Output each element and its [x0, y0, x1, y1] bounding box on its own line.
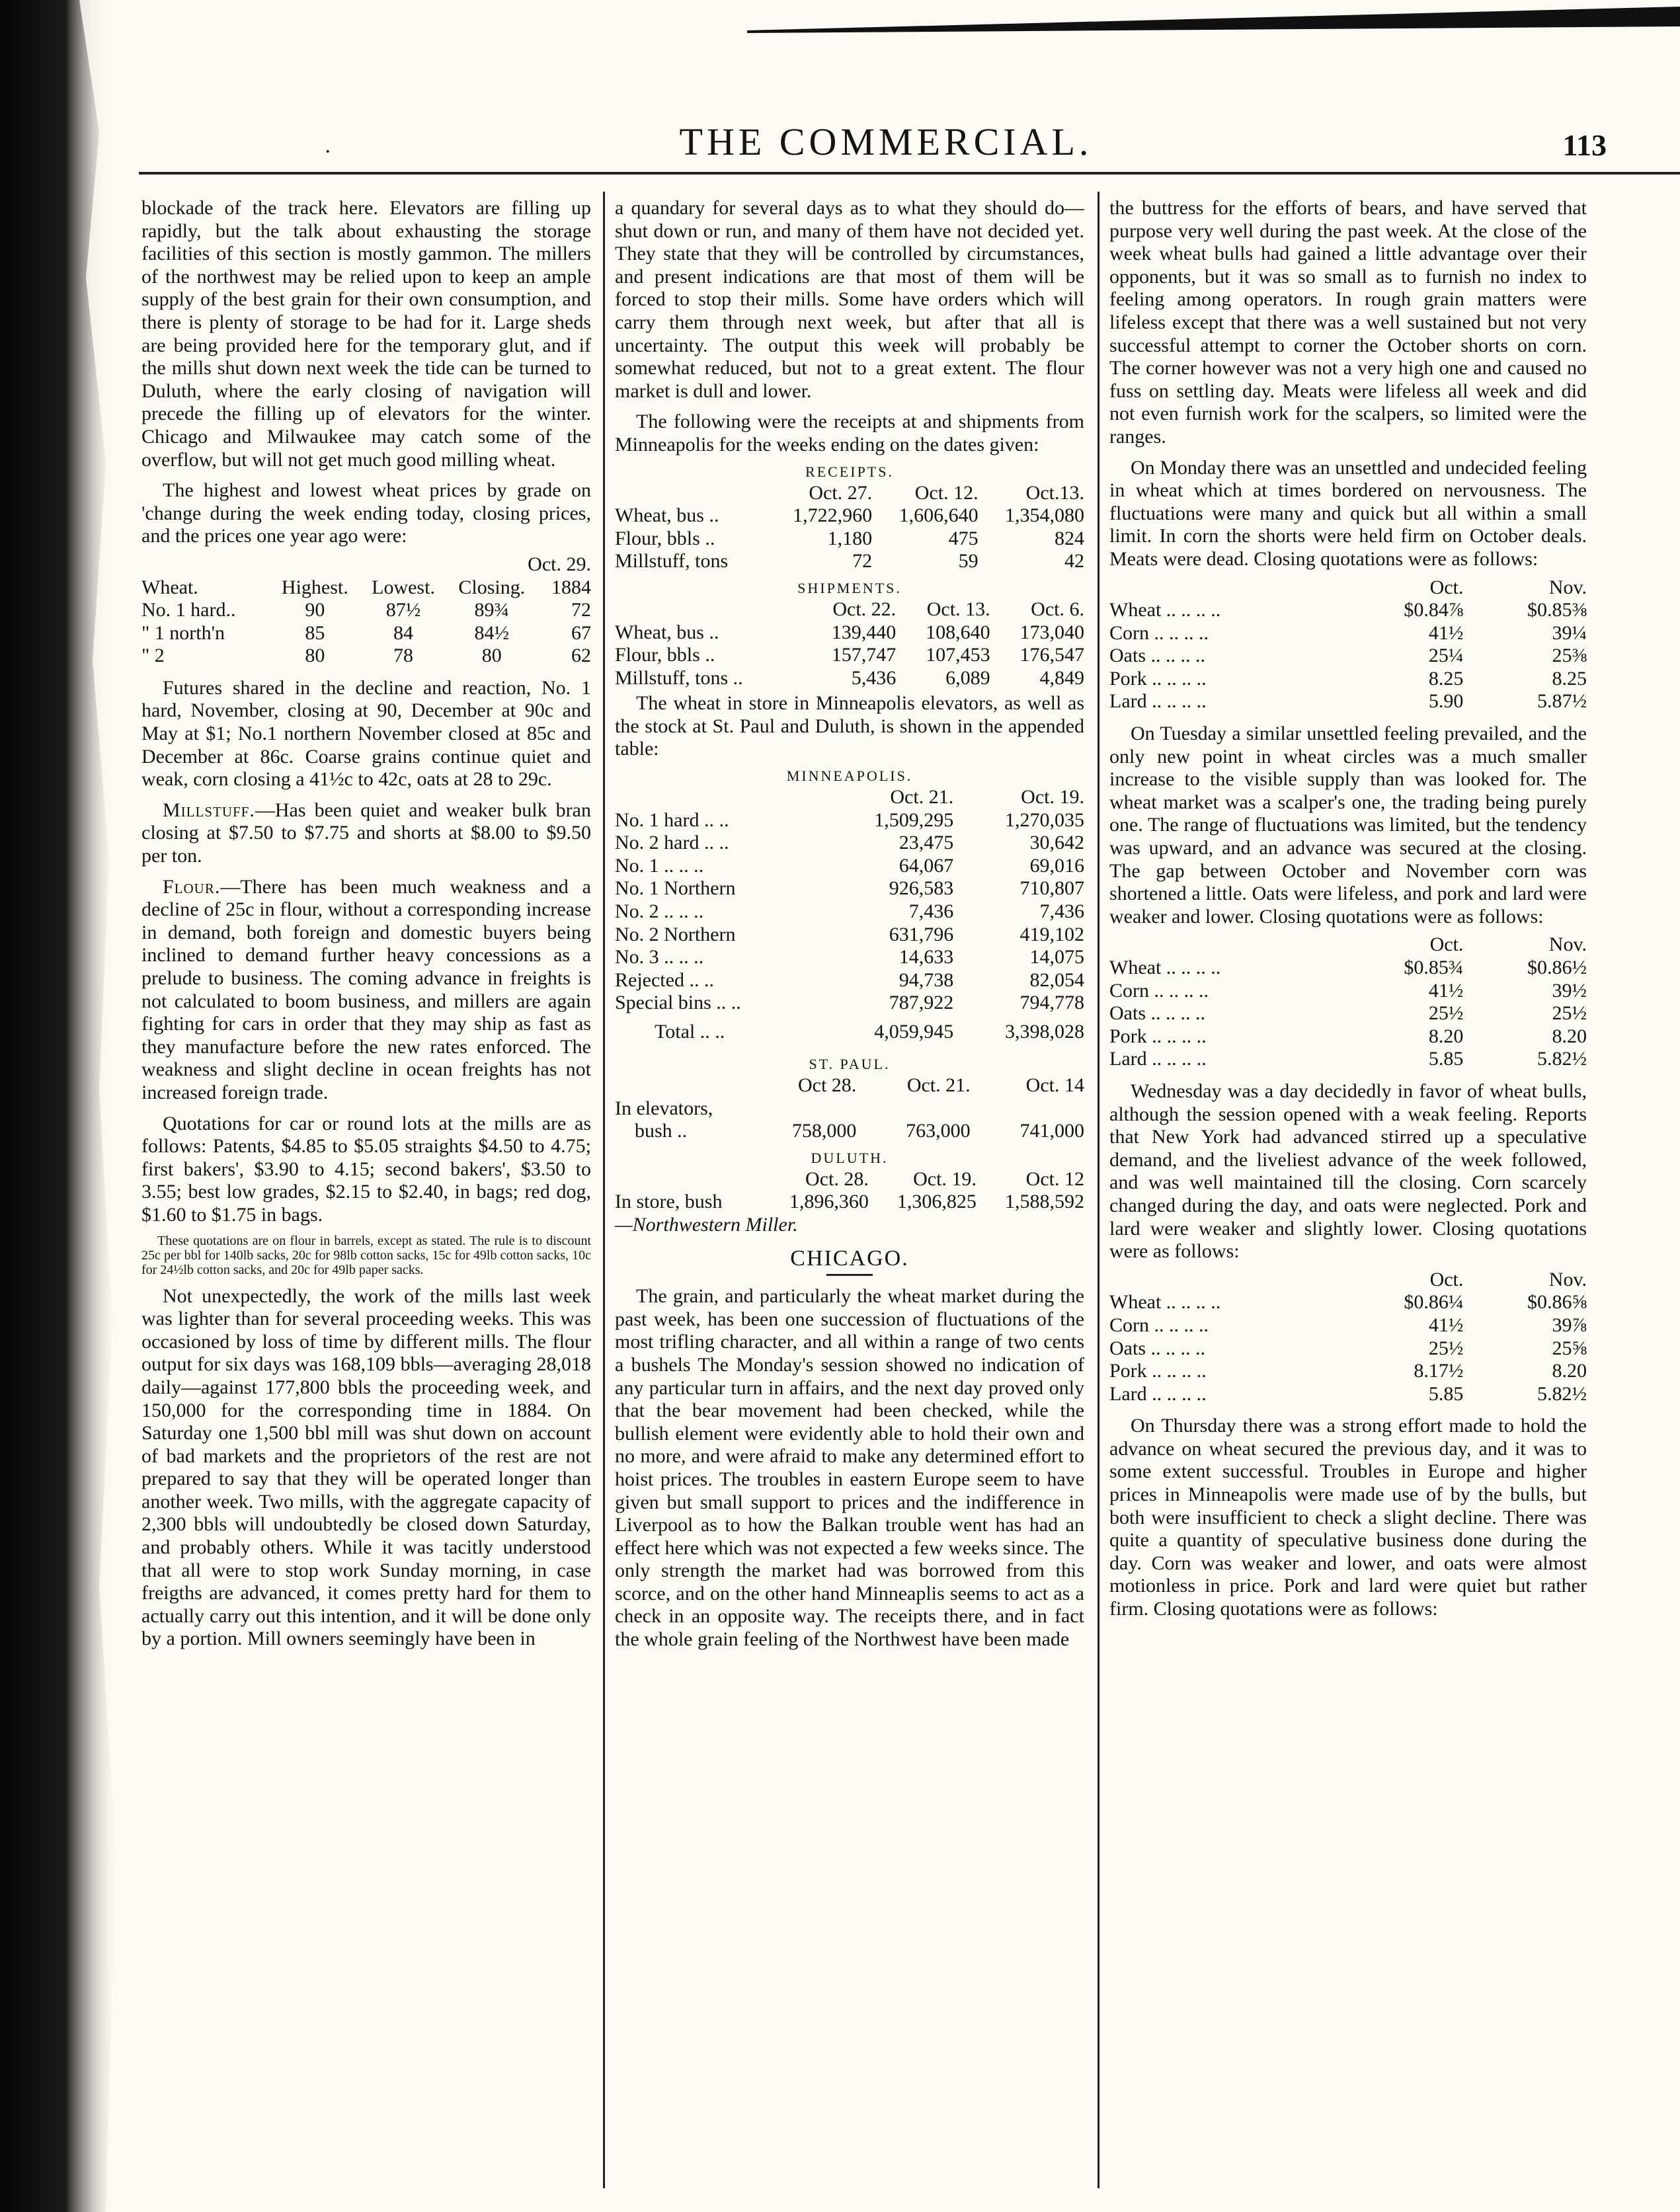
table-cell: 25⅜ [1552, 645, 1587, 667]
stpaul-table [615, 1074, 1084, 1143]
table-cell: No. 1 hard .. .. [615, 809, 729, 831]
table-cell: 8.25 [1552, 667, 1587, 690]
table-cell: 41½ [1428, 621, 1464, 644]
table-cell: 80 [305, 645, 325, 667]
table-cell: $0.86¼ [1404, 1291, 1464, 1314]
table-header: Oct. 27. [809, 481, 873, 504]
heading-rule [826, 1274, 873, 1276]
table-cell: 8.25 [1428, 667, 1464, 690]
duluth-table [615, 1168, 1084, 1214]
mills-output-paragraph: Not unexpectedly, the work of the mills last week was lighter than for several proceeding weeks. This was occasioned by loss of time by different mills. The flour output for six days was 168,109 bbls—averaging 28,018 daily—against 177,800 bbls the proceeding week, and 150,000 for the corresponding time in 1884. On Saturday one 1,500 bbl mill was shut down on account of bad markets and the proprietors of the rest are not prepared to say that they will be operated longer than another week. Two mills, with the aggregate capacity of 2,300 bbls will undoubtedly be closed down Saturday, and probably others. While it was tacitly understood that all were to stop work Sunday morning, in case freigths are advanced, it comes pretty hard for them to actually carry out this intention, and it will be done only by a portion. Mill owners seemingly have been in [141, 1284, 591, 1650]
millstuff-text: —Has been quiet and weaker bulk bran closing at $7.50 to $7.75 and shorts at $8.00 to $9.50 per ton. [141, 799, 591, 867]
shipments-caption: SHIPMENTS. [797, 579, 902, 596]
minneapolis-caption: MINNEAPOLIS. [786, 768, 913, 785]
table-cell: Millstuff, tons .. [615, 666, 743, 689]
table-cell: 8.20 [1552, 1025, 1587, 1047]
wheat-prices-date: Oct. 29. [528, 553, 591, 575]
table-row [615, 969, 1084, 992]
table-cell: In elevators, [615, 1097, 713, 1119]
table-row [615, 621, 1084, 645]
table-header-row [141, 576, 591, 600]
table-row [615, 550, 1084, 573]
table-header: Oct. 28. [805, 1167, 869, 1190]
table-cell: 67 [571, 621, 591, 644]
table-cell: 176,547 [1020, 644, 1084, 666]
table-cell: No. 1 .. .. .. [615, 854, 704, 877]
scan-edge-shadow [0, 0, 119, 2212]
table-row [1109, 1337, 1587, 1361]
table-cell: Rejected .. .. [615, 968, 714, 991]
table-cell: Oats .. .. .. .. [1109, 645, 1205, 667]
thursday-paragraph: On Thursday there was a strong effort made to hold the advance on wheat secured the previous day, and it was to some extent successful. Troubles in Europe and higher prices in Minneapolis were made use of by the bulls, but both were insufficient to check a slight decline. There was quite a quantity of speculative business done during the day. Corn was weaker and lower, and oats were almost motionless in price. Pork and lard were quiet but rather firm. Closing quotations were as follows: [1109, 1415, 1587, 1620]
table-cell: Wheat .. .. .. .. [1109, 1291, 1221, 1314]
table-row [615, 832, 1084, 855]
table-cell: 108,640 [926, 621, 990, 643]
table-row [615, 528, 1084, 551]
receipts-table [615, 482, 1084, 573]
table-cell: 1,606,640 [899, 504, 979, 527]
table-cell: Lard .. .. .. .. [1109, 1382, 1207, 1405]
table-cell: 90 [305, 599, 325, 621]
table-header: Highest. [281, 576, 348, 598]
wednesday-paragraph: Wednesday was a day decidedly in favor of wheat bulls, although the session opened with a weak feeling. Reports that New York had advanced stirred up a speculative demand, and the liveliest advance of the week followed, and was well maintained till the closing. Corn scarcely changed during the day, and oats were neglected. Pork and lard were weaker and slightly lower. Closing quotations were as follows: [1109, 1080, 1587, 1263]
table-header: Oct. 19. [913, 1167, 977, 1190]
table-cell: " 2 [141, 645, 165, 667]
table-row [1109, 1002, 1587, 1025]
table-cell: 89¾ [474, 599, 510, 621]
tuesday-paragraph: On Tuesday a similar unsettled feeling prevailed, and the only new point in wheat circles was a much smaller increase to the visible supply than was looked for. The wheat market was a scalper's one, the trading being purely one. The range of fluctuations was limited, but the tendency was upward, and an advance was secured at the closing. The gap between October and November corn was shortened a little. Oats were lifeless, and pork and lard were weaker and lower. Closing quotations were as follows: [1109, 723, 1587, 928]
page-number: 113 [1562, 128, 1607, 162]
page-title: THE COMMERCIAL. [679, 120, 1093, 163]
table-header: Nov. [1548, 576, 1587, 598]
table-cell: 1,588,592 [1005, 1191, 1084, 1213]
table-header: Oct.13. [1025, 481, 1084, 504]
table-cell: In store, bush [615, 1191, 723, 1213]
duluth-caption: DULUTH. [811, 1149, 889, 1166]
col2-paragraph-3: The wheat in store in Minneapolis elevators, as well as the stock at St. Paul and Duluth, is shown in the appended table: [615, 692, 1084, 760]
table-cell: $0.86½ [1527, 957, 1587, 978]
table-header: Nov. [1548, 1268, 1587, 1290]
table-cell: 7,436 [908, 900, 954, 923]
table-cell: 78 [393, 645, 414, 667]
col2-paragraph-2: The following were the receipts at and shipments from Minneapolis for the weeks ending on the dates given: [615, 411, 1084, 455]
table-cell: 5.85 [1428, 1382, 1464, 1405]
table-header: Oct. 6. [1031, 598, 1084, 620]
table-cell: 139,440 [831, 621, 897, 643]
table-row [1109, 1025, 1587, 1048]
table-header: Oct 28. [797, 1074, 857, 1096]
table-header: Lowest. [372, 576, 435, 598]
table-row [141, 622, 591, 645]
table-cell: 763,000 [906, 1120, 971, 1142]
table-cell: 85 [305, 621, 325, 644]
table-cell: 25½ [1428, 1002, 1464, 1025]
table-cell: 1,509,295 [874, 809, 954, 831]
table-header-row [615, 786, 1084, 809]
table-cell: 107,453 [926, 644, 990, 666]
table-header: 1884 [551, 576, 591, 598]
table-cell: 824 [1055, 527, 1084, 549]
table-row [1109, 1048, 1587, 1071]
table-cell: Pork .. .. .. .. [1109, 1025, 1207, 1047]
table-header-row [1109, 576, 1587, 600]
col1-paragraph-1: blockade of the track here. Elevators are filling up rapidly, but the talk about exhausting the storage facilities of this section is mostly gammon. The millers of the northwest may be relied upon to keep an ample supply of the best grain for their own consumption, and there is plenty of storage to be had for it. Large sheds are being provided here for the temporary glut, and if the mills shut down next week the tide can be turned to Duluth, where the early closing of navigation will precede the filling up of elevators for the winter. Chicago and Milwaukee may catch some of the overflow, but will not get much good milling wheat. [141, 197, 591, 471]
col2-paragraph-1: a quandary for several days as to what they should do—shut down or run, and many of them have not decided yet. They state that they will be controlled by circumstances, and present indications are that most of them will be forced to stop their mills. Some have orders which will carry them through next week, but after that all is uncertainty. The output this week will probably be somewhat reduced, but not to a great extent. The flour market is dull and lower. [615, 197, 1084, 402]
table-row [1109, 690, 1587, 713]
table-cell: 8.20 [1552, 1360, 1587, 1382]
table-cell: 6,089 [945, 666, 990, 689]
table-row [1109, 668, 1587, 691]
table-cell: 59 [958, 550, 979, 573]
table-header: Oct. 22. [832, 598, 897, 620]
table-cell: 1,306,825 [897, 1191, 977, 1213]
table-cell: 475 [948, 527, 979, 549]
table-header: Oct. 14 [1025, 1074, 1084, 1096]
table-header: Nov. [1548, 933, 1587, 956]
table-row [1109, 957, 1587, 980]
column-separator-2 [1098, 192, 1100, 2188]
source-credit: —Northwestern Miller. [615, 1213, 798, 1236]
table-cell: No. 3 .. .. .. [615, 946, 704, 968]
table-cell: 1,354,080 [1005, 504, 1084, 527]
table-cell: Lard .. .. .. .. [1109, 1048, 1207, 1070]
table-cell: 4,849 [1039, 666, 1084, 689]
table-cell: 25½ [1428, 1337, 1464, 1359]
table-cell: No. 2 hard .. .. [615, 832, 729, 854]
table-cell: 25⅝ [1552, 1337, 1587, 1359]
table-row [1109, 1383, 1587, 1406]
table-row [615, 1120, 1084, 1143]
table-cell: 25½ [1552, 1002, 1587, 1025]
table-row [1109, 645, 1587, 668]
table-header-row [615, 482, 1084, 505]
column-2 [615, 197, 1084, 1651]
table-cell: Flour, bbls .. [615, 644, 715, 666]
table-cell: Oats .. .. .. .. [1109, 1337, 1205, 1359]
receipts-caption: RECEIPTS. [805, 463, 894, 480]
table-cell: No. 2 .. .. .. [615, 900, 704, 923]
table-cell: 8.20 [1428, 1025, 1464, 1047]
table-cell: 42 [1064, 550, 1084, 573]
table-row [615, 809, 1084, 832]
table-cell: bush .. [635, 1120, 688, 1142]
table-cell: 1,270,035 [1005, 809, 1084, 831]
col3-paragraph-1: the buttress for the efforts of bears, and have served that purpose very well during the past week. At the close of the week wheat bulls had gained a little advantage over their opponents, but it was so small as to furnish no index to feeling among operators. In rough grain matters were lifeless except that there was a well sustained but not very successful attempt to corner the October shorts on corn. The corner however was not a very high one and caused no fuss on settling day. Meats were lifeless all week and did not even furnish work for the scalpers, so limited were the ranges. [1109, 197, 1587, 448]
table-cell: 41½ [1428, 979, 1464, 1002]
table-cell: Flour, bbls .. [615, 527, 715, 549]
table-cell: 3,398,028 [1005, 1020, 1084, 1043]
table-cell: 80 [481, 645, 502, 667]
col1-paragraph-2: The highest and lowest wheat prices by grade on 'change during the week ending today, closing prices, and the prices one year ago were: [141, 479, 591, 547]
table-cell: No. 1 hard.. [141, 599, 236, 621]
table-header-row [615, 598, 1084, 621]
wednesday-quotations-table [1109, 1269, 1587, 1406]
table-row [141, 599, 591, 622]
column-3 [1109, 197, 1587, 1621]
table-cell: Oats .. .. .. .. [1109, 1002, 1205, 1025]
table-cell: 794,778 [1020, 992, 1084, 1014]
table-cell: 5.82½ [1537, 1382, 1587, 1405]
table-cell: 419,102 [1020, 923, 1084, 945]
wheat-prices-table [141, 553, 591, 668]
table-total-row [615, 1015, 1084, 1049]
table-cell: 82,054 [1029, 968, 1084, 991]
table-header: Oct. [1429, 933, 1464, 956]
table-cell: 39¼ [1552, 621, 1587, 644]
table-header: Oct. 12. [914, 481, 979, 504]
table-row [615, 644, 1084, 667]
table-cell: 84½ [474, 621, 510, 644]
table-header: Oct. 19. [1021, 786, 1084, 809]
table-header: Oct. 13. [926, 598, 990, 620]
column-separator-1 [603, 192, 605, 2188]
table-cell: 5.82½ [1537, 1048, 1587, 1070]
table-cell: 157,747 [831, 644, 897, 666]
table-cell: Pork .. .. .. .. [1109, 667, 1207, 690]
table-row [615, 992, 1084, 1015]
quotations-note: These quotations are on flour in barrels, except as stated. The rule is to discount 25c per bbl for 140lb sacks, 20c for 98lb cotton sacks, 15c for 49lb cotton sacks, 10c for 24½lb cotton sacks, and 20c for 49lb paper sacks. [141, 1233, 591, 1277]
table-cell: 1,180 [827, 527, 873, 549]
table-cell: 94,738 [899, 968, 954, 991]
top-rule-bar [747, 7, 1680, 33]
table-cell: 62 [571, 645, 591, 667]
page-header [132, 116, 1626, 175]
col1-paragraph-3: Futures shared in the decline and reaction, No. 1 hard, November, closing at 90, December at 90c and May at $1; No.1 northern November closed at 85c and December at 86c. Coarse grains continue quiet and weak, corn closing a 41½c to 42c, oats at 28 to 29c. [141, 676, 591, 791]
table-cell: 1,896,360 [789, 1191, 869, 1213]
millstuff-lead: Millstuff. [163, 799, 255, 821]
table-cell: 23,475 [899, 832, 954, 854]
monday-quotations-table [1109, 576, 1587, 714]
table-header: Oct. [1429, 576, 1464, 598]
table-cell: 741,000 [1020, 1120, 1084, 1142]
table-cell: Lard .. .. .. .. [1109, 690, 1207, 713]
table-row [615, 946, 1084, 969]
table-row [615, 877, 1084, 900]
table-cell: $0.84⅞ [1404, 599, 1464, 621]
table-cell: 25¼ [1428, 645, 1464, 667]
table-cell: Wheat, bus .. [615, 504, 719, 527]
table-cell: Pork .. .. .. .. [1109, 1360, 1207, 1382]
table-cell: $0.86⅝ [1527, 1291, 1587, 1314]
table-cell: Corn .. .. .. .. [1109, 1314, 1209, 1336]
flour-lead: Flour. [163, 875, 221, 898]
table-cell: Special bins .. .. [615, 992, 741, 1014]
table-cell: 758,000 [791, 1120, 857, 1142]
table-cell: 631,796 [889, 923, 954, 945]
table-cell: 8.17½ [1414, 1360, 1464, 1382]
table-cell: 41½ [1428, 1314, 1464, 1336]
chicago-heading: CHICAGO. [790, 1245, 909, 1271]
table-cell: No. 2 Northern [615, 923, 736, 945]
table-cell: 5.90 [1428, 690, 1464, 713]
table-row [615, 924, 1084, 947]
table-header: Closing. [458, 576, 526, 598]
table-cell: No. 1 Northern [615, 877, 736, 900]
table-header: Oct. 12 [1025, 1167, 1084, 1190]
quotations-paragraph: Quotations for car or round lots at the mills are as follows: Patents, $4.85 to $5.05 straights $4.50 to 4.75; first bakers', $3.90 to 4.15; second bakers', $3.50 to 3.55; best low grades, $2.15 to $2.40, in bags; red dog, $1.60 to $1.75 in bags. [141, 1112, 591, 1226]
header-rule [139, 172, 1680, 175]
table-cell: Corn .. .. .. .. [1109, 621, 1209, 644]
table-header-row [1109, 933, 1587, 957]
table-row [615, 1191, 1084, 1214]
table-header-row [615, 1074, 1084, 1097]
table-cell: $0.85¾ [1404, 957, 1464, 978]
header-dot: · [324, 139, 332, 164]
stpaul-caption: ST. PAUL. [809, 1056, 891, 1072]
table-header-row [615, 1168, 1084, 1191]
table-row [1109, 1314, 1587, 1337]
table-cell: 64,067 [899, 854, 954, 877]
table-header: Oct. 21. [906, 1074, 971, 1096]
table-cell: Total .. .. [655, 1020, 725, 1043]
table-header: Oct. [1429, 1268, 1464, 1290]
table-cell: 84 [393, 621, 414, 644]
flour-paragraph [141, 876, 591, 1105]
table-cell: 1,722,960 [793, 504, 873, 527]
column-1 [141, 197, 591, 1651]
table-header: Oct. 21. [890, 786, 954, 809]
table-cell: 173,040 [1020, 621, 1084, 643]
table-cell: 4,059,945 [874, 1020, 954, 1043]
table-cell: 39⅞ [1552, 1314, 1587, 1336]
flour-text: —There has been much weakness and a decline of 25c in flour, without a corresponding increase in demand, both foreign and domestic buyers being inclined to demand further heavy concessions as a prelude to business. The coming advance in freights is not calculated to boom business, and millers are again fighting for cars in order that they may ship as fast as they manufacture before the new rates enforced. The weakness and slight decline in ocean freights has not increased foreign trade. [141, 875, 591, 1103]
minneapolis-table [615, 786, 1084, 1049]
table-header: Wheat. [141, 576, 198, 598]
table-cell: 69,016 [1029, 854, 1084, 877]
table-cell: 14,633 [899, 946, 954, 968]
table-row [1109, 980, 1587, 1003]
table-cell: $0.85⅜ [1527, 599, 1587, 621]
table-cell: 30,642 [1029, 832, 1084, 854]
table-cell: 87½ [385, 599, 421, 621]
table-header-row [1109, 1269, 1587, 1292]
table-row [1109, 1291, 1587, 1314]
table-cell: Wheat .. .. .. .. [1109, 957, 1221, 978]
table-cell: 710,807 [1020, 877, 1084, 900]
table-cell: 39½ [1552, 979, 1587, 1002]
table-row [615, 900, 1084, 924]
table-cell: 926,583 [889, 877, 954, 900]
table-cell: 14,075 [1029, 946, 1084, 968]
table-row [1109, 599, 1587, 622]
shipments-table [615, 598, 1084, 690]
chicago-paragraph-1: The grain, and particularly the wheat market during the past week, has been one succession of fluctuations of the most trifling character, and all within a range of two cents a bushels The Monday's session showed no indication of any particular turn in affairs, and the next day proved only that the bear movement had been checked, while the bullish element were evidently able to hold their own and no more, and were afraid to make any determined effort to hoist prices. The troubles in eastern Europe seem to have given but small support to prices and the indifference in Liverpool as to how the Balkan trouble went has had an effect here which was not expected a few weeks since. The only strength the market had was borrowed from this scorce, and on the other hand Minneaplis seems to act as a check in an opposite way. The receipts there, and in fact the whole grain feeling of the Northwest have been made [615, 1285, 1084, 1651]
table-cell: 72 [571, 599, 591, 621]
tuesday-quotations-table [1109, 933, 1587, 1071]
table-cell: Wheat .. .. .. .. [1109, 599, 1221, 621]
monday-paragraph: On Monday there was an unsettled and undecided feeling in wheat which at times bordered on nervousness. The fluctuations were many and quick but all within a small limit. In corn the shorts were held firm on October deals. Meats were dead. Closing quotations were as follows: [1109, 456, 1587, 570]
table-row [615, 1097, 1084, 1121]
table-cell: 72 [852, 550, 873, 573]
table-cell: 7,436 [1039, 900, 1084, 923]
table-cell: " 1 north'n [141, 621, 225, 644]
table-row [1109, 1360, 1587, 1383]
table-cell: Millstuff, tons [615, 550, 729, 573]
table-cell: 5.85 [1428, 1048, 1464, 1070]
table-cell: Corn .. .. .. .. [1109, 979, 1209, 1002]
table-row [141, 645, 591, 668]
table-row [615, 504, 1084, 528]
table-row [615, 855, 1084, 878]
table-cell: Wheat, bus .. [615, 621, 719, 643]
table-cell: 5,436 [851, 666, 897, 689]
table-cell: 5.87½ [1537, 690, 1587, 713]
table-row [1109, 622, 1587, 645]
table-cell: 787,922 [889, 992, 954, 1014]
table-row [615, 667, 1084, 690]
millstuff-paragraph [141, 799, 591, 868]
